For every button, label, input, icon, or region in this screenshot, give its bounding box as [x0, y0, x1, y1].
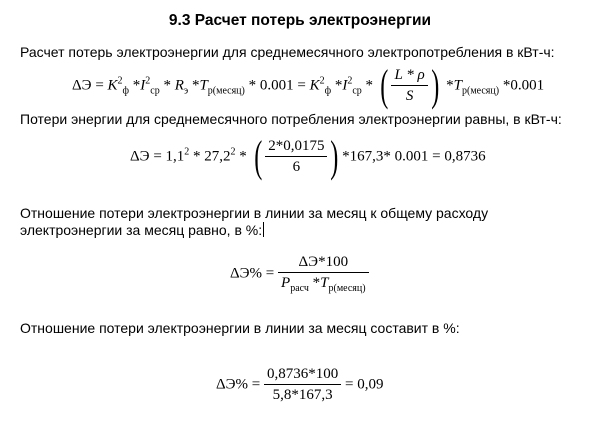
t-subscript-3: р(месяц) — [328, 283, 366, 294]
formula4-denominator: 5,8*167,3 — [272, 387, 333, 403]
formula4-fraction — [264, 366, 341, 404]
paragraph-energy-loss: Потери энергии для среднемесячного потребления электроэнергии равны, в кВт-ч: — [20, 111, 562, 127]
formula2-factor-c: *167,3* — [342, 148, 391, 165]
coefficient-2: 0.001 — [510, 77, 545, 94]
formula-loss-numeric: $\Delta Э = 1,1^2 * 27,2^2$ * ( $\frac{2*0,0175}{6}$ ) *167,3* 0.001 = 0,8736 — [130, 132, 486, 181]
paragraph-ratio-line2 — [20, 222, 264, 238]
formula1-lhs: ΔЭ — [72, 77, 92, 94]
paragraph-loss-calc: Расчет потерь электроэнергии для среднемесячного электропотребления в кВт-ч: — [20, 44, 555, 60]
formula2-result: 0,8736 — [444, 148, 486, 165]
paragraph-ratio-line1: Отношение потери электроэнергии в линии за месяц к общему расходу — [20, 205, 489, 221]
p-subscript: расч — [290, 283, 309, 294]
formula-ratio-numeric: ΔЭ% = $\frac{0,8736*100}{5,8*167,3}$ = 0,09 — [216, 366, 384, 403]
t-subscript: р(месяц) — [207, 85, 245, 97]
t-subscript-2: р(месяц) — [461, 85, 500, 97]
paragraph-ratio-result: Отношение потери электроэнергии в линии за месяц составит в %: — [20, 320, 460, 336]
formula1-fraction — [391, 67, 427, 105]
formula3-fraction — [278, 254, 369, 294]
formula2-factor-a: 1,1 — [165, 148, 185, 165]
i-subscript: ср — [150, 85, 160, 97]
formula4-lhs: ΔЭ% — [216, 376, 249, 393]
i-subscript-2: ср — [352, 85, 362, 97]
r-subscript: э — [183, 85, 189, 97]
text-cursor — [263, 222, 264, 237]
paragraph-ratio-line2-text: электроэнергии за месяц равно, в %: — [20, 222, 263, 238]
formula1-denominator: S — [405, 88, 414, 104]
formula-loss-ratio: ΔЭ% = $\frac{\Delta Э*100}{P_{расч} *T_{р(месяц)}}$ — [230, 254, 369, 294]
formula2-factor-b: 27,2 — [204, 148, 231, 165]
formula3-lhs: ΔЭ% — [230, 265, 263, 282]
section-title: 9.3 Расчет потерь электроэнергии — [168, 12, 432, 29]
formula2-coefficient: 0.001 — [394, 148, 429, 165]
formula3-denominator: $P_{расч}$ $*T_{р(месяц)}$ — [281, 275, 366, 294]
formula2-fraction — [265, 138, 327, 176]
k-subscript-2: ф — [324, 85, 332, 97]
coefficient: 0.001 — [259, 77, 294, 94]
formula3-numerator: ΔЭ*100 — [278, 254, 369, 273]
formula4-numerator: 0,8736*100 — [264, 366, 341, 385]
k-subscript: ф — [122, 85, 130, 97]
formula1-numerator: L * ρ — [391, 67, 427, 86]
formula2-denominator: 6 — [292, 159, 301, 175]
formula-loss-general: $\Delta Э = K^2_ф$ $*I^2_{ср} * R_э$ $*T_{р(месяц)} * 0.001 = K^2_ф$ $*I^2_{ср}$ * ( $\frac{L * \rho}{S}$ ) $*T_{р(месяц)}$ *0.001 — [72, 61, 545, 110]
formula2-lhs: ΔЭ — [130, 148, 150, 165]
formula2-numerator: 2*0,0175 — [265, 138, 327, 157]
formula4-result: 0,09 — [357, 376, 384, 393]
